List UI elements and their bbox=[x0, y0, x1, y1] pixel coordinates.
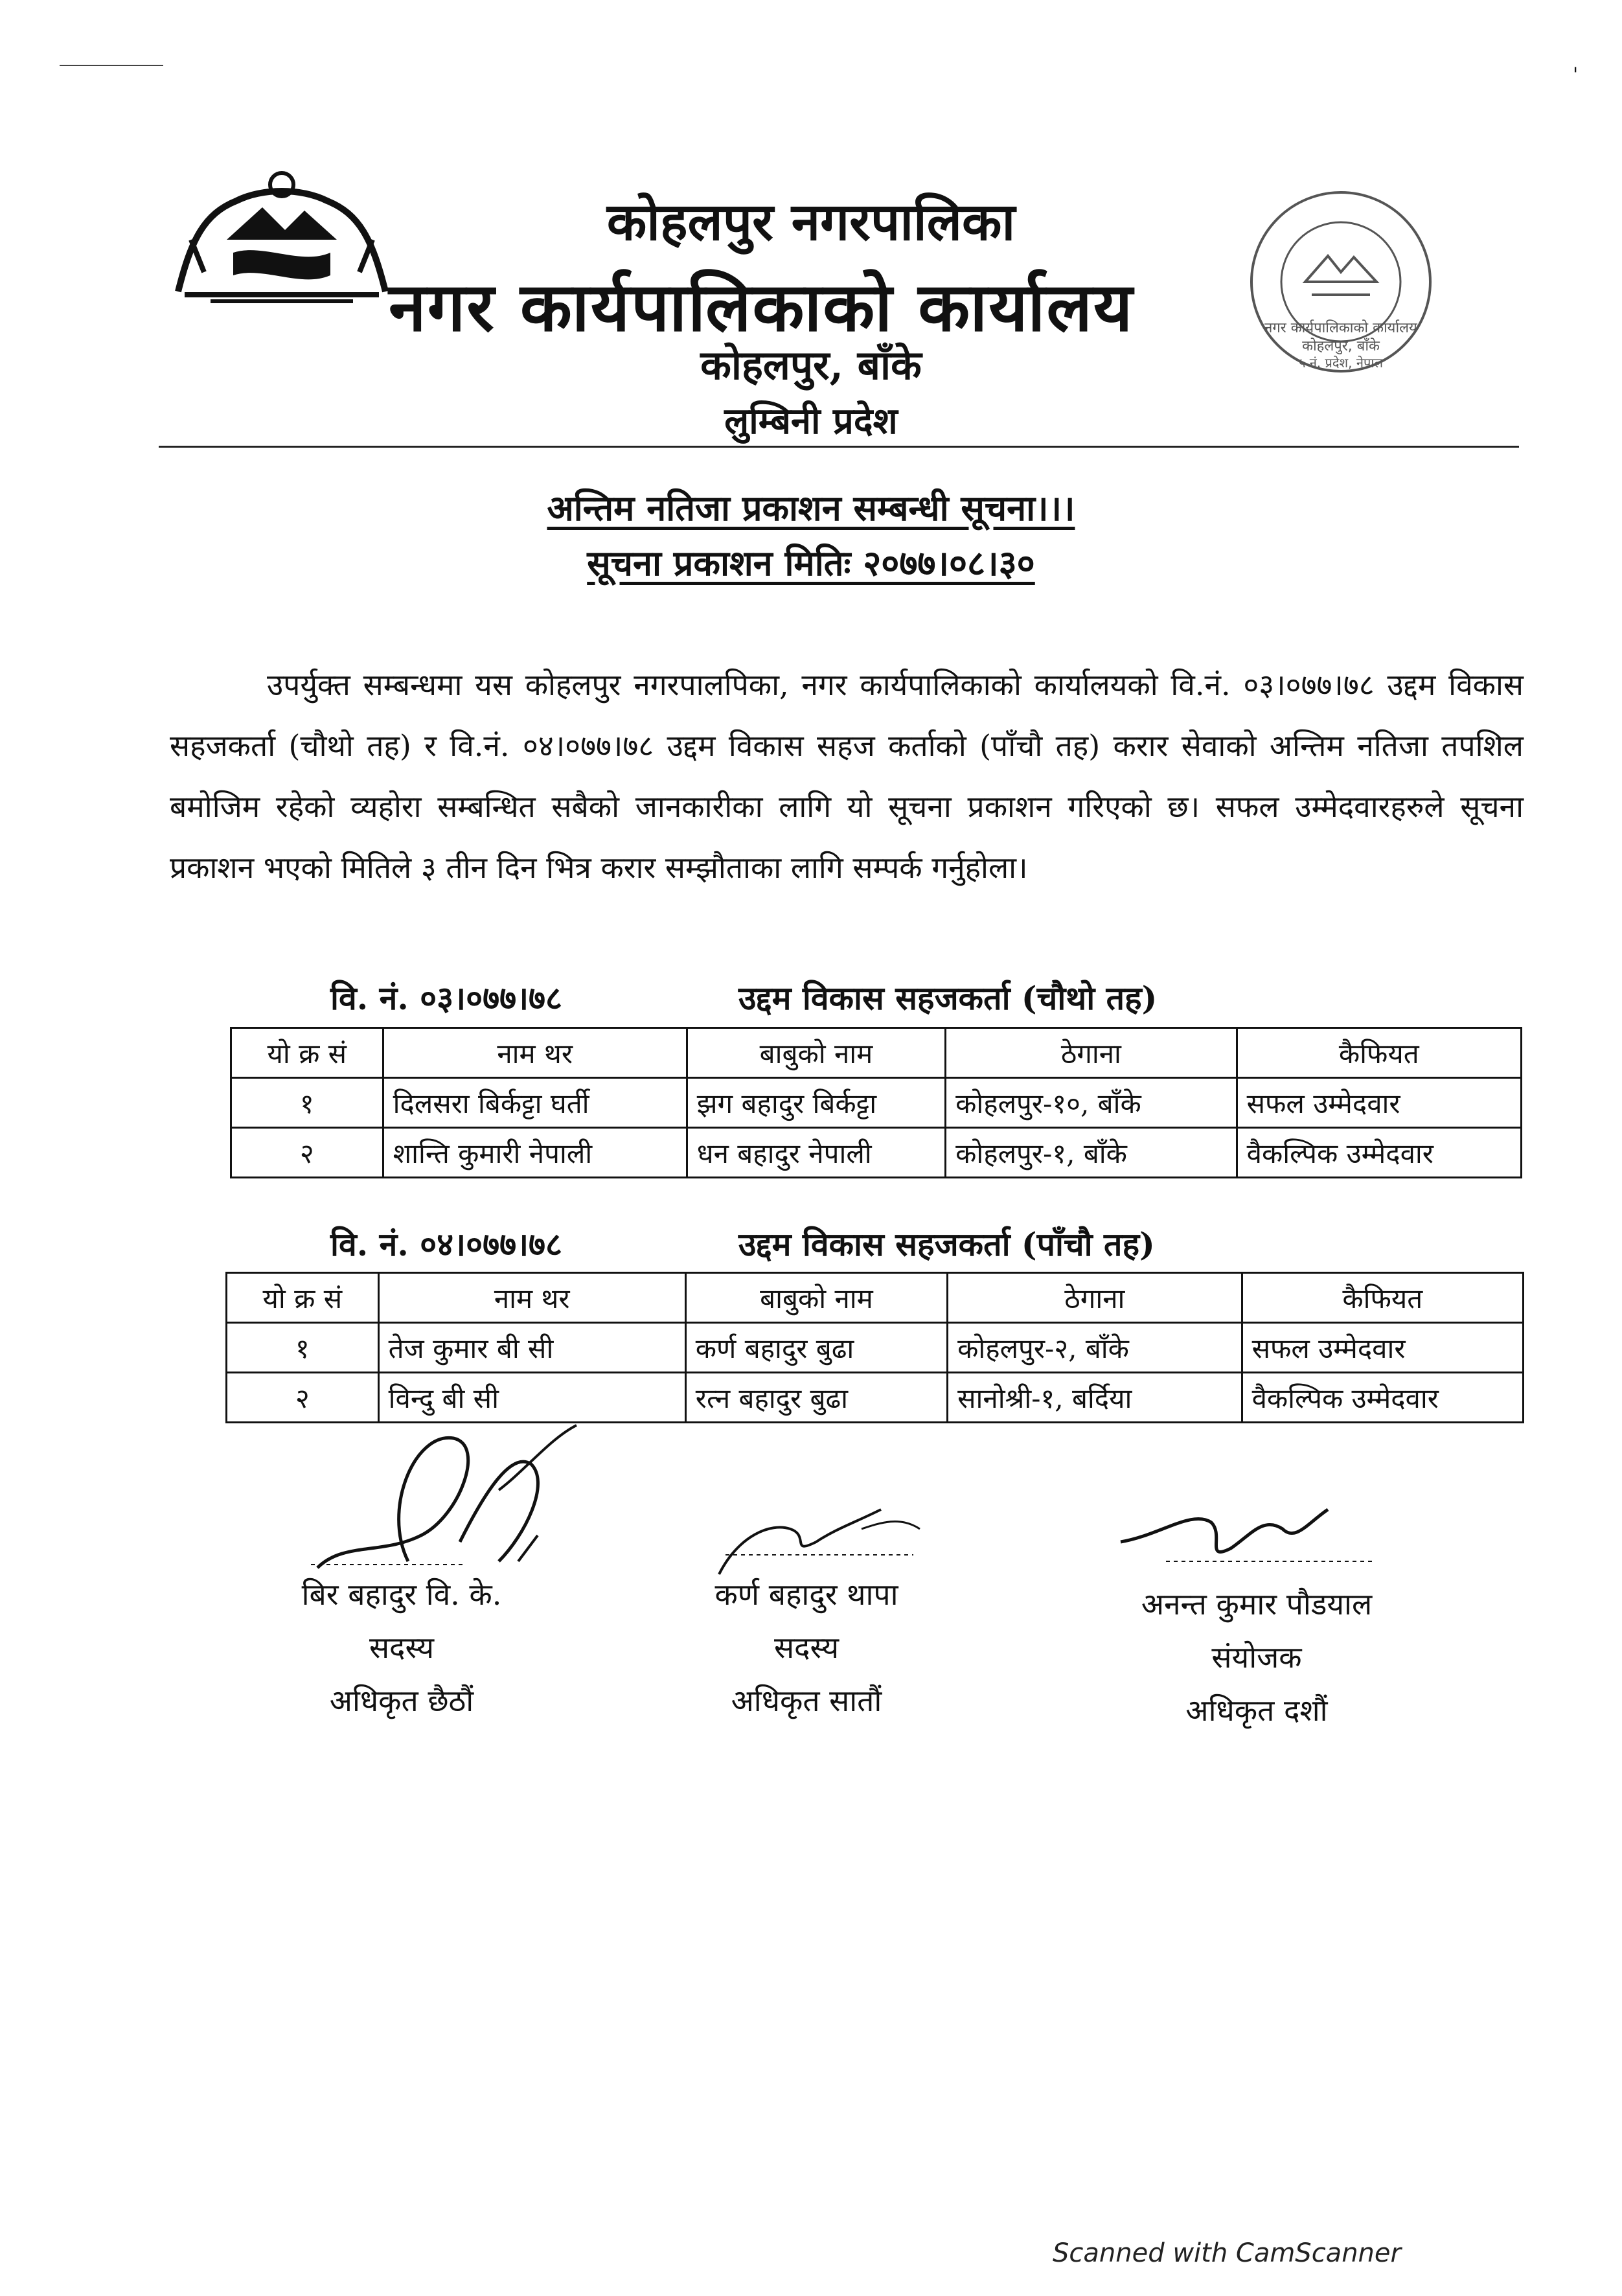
cell-father-name: रत्न बहादुर बुढा bbox=[685, 1373, 947, 1423]
header-divider bbox=[159, 446, 1519, 448]
notice-subject bbox=[0, 483, 1622, 531]
cell-address: कोहलपुर-१, बाँके bbox=[946, 1128, 1237, 1178]
table-1-title: उद्दम विकास सहजकर्ता (चौथो तह) bbox=[738, 979, 1158, 1017]
cell-serial: १ bbox=[227, 1323, 379, 1373]
signatory-1-name: बिर बहादुर वि. के. bbox=[301, 1577, 502, 1612]
col-remarks: कैफियत bbox=[1237, 1028, 1521, 1078]
cell-serial: २ bbox=[231, 1128, 383, 1178]
cell-remarks: सफल उम्मेदवार bbox=[1237, 1078, 1521, 1128]
col-address: ठेगाना bbox=[948, 1273, 1242, 1323]
table-header-row bbox=[231, 1028, 1522, 1078]
cell-serial: २ bbox=[227, 1373, 379, 1423]
signatory-1 bbox=[266, 1568, 538, 1727]
cell-remarks: वैकल्पिक उम्मेदवार bbox=[1242, 1373, 1523, 1423]
signatory-3-rank: अधिकृत दशौं bbox=[1185, 1693, 1328, 1728]
col-remarks: कैफियत bbox=[1242, 1273, 1523, 1323]
col-name: नाम थर bbox=[383, 1028, 687, 1078]
cell-serial: १ bbox=[231, 1078, 383, 1128]
cell-address: कोहलपुर-२, बाँके bbox=[948, 1323, 1242, 1373]
cell-father-name: झग बहादुर बिर्कट्टा bbox=[687, 1078, 945, 1128]
signatory-2-name: कर्ण बहादुर थापा bbox=[714, 1577, 898, 1612]
notice-body: उपर्युक्त सम्बन्धमा यस कोहलपुर नगरपालपिका, नगर कार्यपालिकाको कार्यालयको वि.नं. ०३।०७७।७८ उद्दम विकास सहजकर्ता (चौथो तह) र वि.नं. ०४।०७७।७८ उद्दम विकास सहज कर्ताको (पाँचौ तह) करार सेवाको अन्तिम नतिजा तपशिल बमोजिम रहेको व्यहोरा सम्बन्धित सबैको जानकारीका लागि यो सूचना प्रकाशन गरिएको छ। सफल उम्मेदवारहरुले सूचना प्रकाशन भएको मितिले ३ तीन दिन भित्र करार सम्झौताका लागि सम्पर्क गर्नुहोला। bbox=[170, 667, 1524, 885]
scan-edge-line bbox=[60, 65, 163, 66]
col-name: नाम थर bbox=[378, 1273, 685, 1323]
cell-remarks: सफल उम्मेदवार bbox=[1242, 1323, 1523, 1373]
notice-subject-text: अन्तिम नतिजा प्रकाशन सम्बन्धी सूचना।।। bbox=[547, 487, 1075, 529]
municipality-name: कोहलपुर नगरपालिका bbox=[606, 191, 1016, 252]
scanner-watermark: Scanned with CamScanner bbox=[1053, 2238, 1401, 2268]
table-1-number: वि. नं. ०३।०७७।७८ bbox=[330, 979, 563, 1017]
notice-date bbox=[0, 538, 1622, 586]
table-row bbox=[231, 1128, 1522, 1178]
col-serial: यो क्र सं bbox=[231, 1028, 383, 1078]
cell-father-name: कर्ण बहादुर बुढा bbox=[685, 1323, 947, 1373]
results-table-2 bbox=[225, 1272, 1524, 1423]
signatory-3 bbox=[1095, 1578, 1419, 1737]
cell-name: तेज कुमार बी सी bbox=[378, 1323, 685, 1373]
cell-address: सानोश्री-१, बर्दिया bbox=[948, 1373, 1242, 1423]
col-father-name: बाबुको नाम bbox=[685, 1273, 947, 1323]
cell-address: कोहलपुर-१०, बाँके bbox=[946, 1078, 1237, 1128]
scan-mark: ' bbox=[1573, 63, 1579, 86]
cell-name: दिलसरा बिर्कट्टा घर्ती bbox=[383, 1078, 687, 1128]
cell-remarks: वैकल्पिक उम्मेदवार bbox=[1237, 1128, 1521, 1178]
table-row bbox=[231, 1078, 1522, 1128]
office-name: नगर कार्यपालिकाको कार्यालय bbox=[389, 267, 1134, 347]
office-seal-stamp bbox=[1244, 185, 1438, 379]
signatory-1-rank: अधिकृत छैठौं bbox=[329, 1683, 474, 1718]
cell-name: शान्ति कुमारी नेपाली bbox=[383, 1128, 687, 1178]
signatory-2-role: सदस्य bbox=[773, 1630, 840, 1665]
table-2-title: उद्दम विकास सहजकर्ता (पाँचौ तह) bbox=[738, 1225, 1155, 1263]
signatory-3-name: अनन्त कुमार पौडयाल bbox=[1141, 1587, 1373, 1622]
signatory-2 bbox=[670, 1568, 942, 1727]
seal-line-3: ५ नं. प्रदेश, नेपाल bbox=[1298, 355, 1384, 371]
col-father-name: बाबुको नाम bbox=[687, 1028, 945, 1078]
table-row bbox=[227, 1323, 1524, 1373]
results-table-1 bbox=[230, 1027, 1522, 1178]
notice-date-text: सूचना प्रकाशन मितिः २०७७।०८।३० bbox=[587, 542, 1035, 584]
seal-line-1: नगर कार्यपालिकाको कार्यालय bbox=[1264, 320, 1417, 336]
col-address: ठेगाना bbox=[946, 1028, 1237, 1078]
province-name: लुम्बिनी प्रदेश bbox=[724, 400, 898, 442]
seal-line-2: कोहलपुर, बाँके bbox=[1302, 338, 1380, 354]
cell-name: विन्दु बी सी bbox=[378, 1373, 685, 1423]
table-2-number: वि. नं. ०४।०७७।७८ bbox=[330, 1225, 563, 1263]
signature-1-mark bbox=[304, 1412, 641, 1581]
signatory-2-rank: अधिकृत सातौं bbox=[731, 1683, 882, 1718]
signature-3-mark bbox=[1114, 1484, 1386, 1581]
table-header-row bbox=[227, 1273, 1524, 1323]
office-location: कोहलपुर, बाँके bbox=[700, 341, 922, 389]
cell-father-name: धन बहादुर नेपाली bbox=[687, 1128, 945, 1178]
col-serial: यो क्र सं bbox=[227, 1273, 379, 1323]
signatory-1-role: सदस्य bbox=[369, 1630, 435, 1665]
signatory-3-role: संयोजक bbox=[1211, 1640, 1302, 1675]
